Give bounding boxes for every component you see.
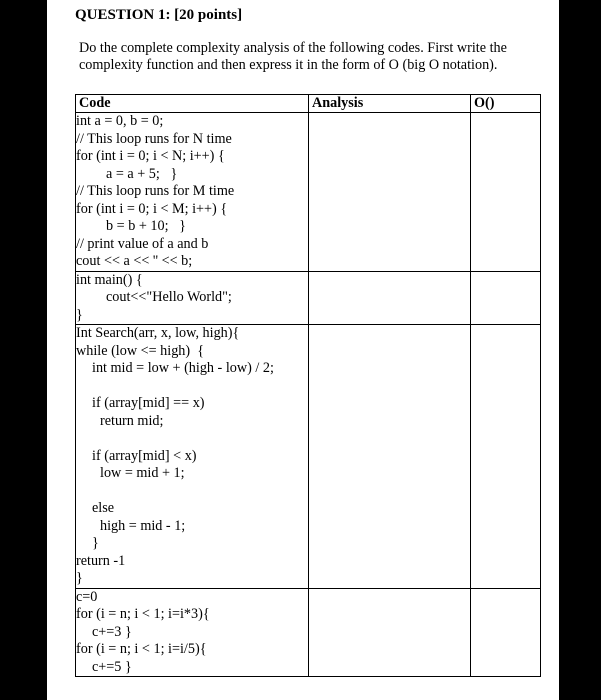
code-line: low = mid + 1;: [100, 465, 185, 481]
code-blank-line: [76, 483, 308, 501]
code-line: a = a + 5; }: [106, 165, 178, 182]
code-cell-loops-log: [76, 588, 309, 677]
code-line: cout << a << '' << b;: [76, 253, 193, 269]
code-line: }: [92, 535, 99, 551]
table-header-row: [76, 95, 541, 113]
code-cell-loops: [76, 113, 309, 272]
big-o-cell[interactable]: [471, 588, 541, 677]
big-o-cell[interactable]: [471, 325, 541, 589]
code-line: c+=5 }: [92, 658, 132, 675]
analysis-cell[interactable]: [309, 325, 471, 589]
code-line: for (int i = 0; i < N; i++) {: [76, 148, 225, 164]
document-page: [47, 0, 559, 700]
table-row: [76, 325, 541, 589]
analysis-cell[interactable]: [309, 113, 471, 272]
code-line: if (array[mid] < x): [92, 447, 197, 464]
code-line: // print value of a and b: [76, 235, 209, 252]
code-line: Int Search(arr, x, low, high){: [76, 325, 240, 341]
code-line: int a = 0, b = 0;: [76, 113, 164, 129]
code-line: c+=3 }: [92, 623, 132, 640]
header-big-o: O(): [471, 95, 541, 113]
code-line: int main() {: [76, 271, 143, 288]
code-line: // This loop runs for N time: [76, 130, 232, 147]
code-line: return mid;: [100, 412, 164, 429]
code-blank-line: [76, 430, 308, 448]
code-line: c=0: [76, 588, 98, 605]
code-line: }: [76, 306, 83, 323]
question-instructions: Do the complete complexity analysis of the following codes. First write the complexity function and then express it in the form of O (big O notation).: [79, 40, 507, 73]
code-line: // This loop runs for M time: [76, 183, 235, 199]
code-line: return -1: [76, 552, 126, 569]
code-line: }: [76, 570, 83, 586]
code-line: else: [92, 500, 115, 516]
table-row: [76, 271, 541, 325]
analysis-cell[interactable]: [309, 271, 471, 325]
code-line: int mid = low + (high - low) / 2;: [92, 360, 274, 376]
code-line: cout<<"Hello World";: [106, 289, 232, 305]
big-o-cell[interactable]: [471, 113, 541, 272]
code-line: for (int i = 0; i < M; i++) {: [76, 200, 228, 217]
code-line: high = mid - 1;: [100, 517, 186, 534]
header-analysis: Analysis: [309, 95, 471, 113]
table-row: [76, 113, 541, 272]
code-cell-search: [76, 325, 309, 589]
table-row: [76, 588, 541, 677]
code-line: if (array[mid] == x): [92, 395, 205, 411]
code-blank-line: [76, 378, 308, 396]
complexity-table: [75, 94, 541, 677]
code-line: for (i = n; i < 1; i=i*3){: [76, 606, 210, 622]
question-title: QUESTION 1: [20 points]: [75, 7, 243, 23]
code-line: while (low <= high) {: [76, 342, 205, 359]
code-cell-main: [76, 271, 309, 325]
big-o-cell[interactable]: [471, 271, 541, 325]
code-line: b = b + 10; }: [106, 218, 186, 234]
header-code: Code: [76, 95, 309, 113]
analysis-cell[interactable]: [309, 588, 471, 677]
code-line: for (i = n; i < 1; i=i/5){: [76, 641, 207, 657]
